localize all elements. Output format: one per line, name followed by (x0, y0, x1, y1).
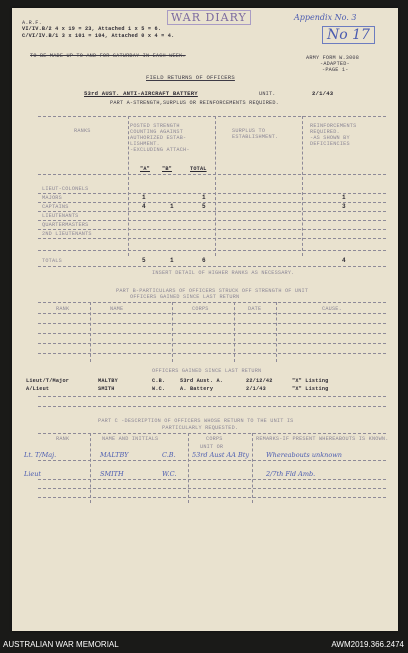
part-b-col-corps: CORPS (192, 306, 209, 312)
rank-label: MAJORS (42, 195, 62, 201)
gained-date: 22/12/42 (246, 378, 273, 384)
row-rule (38, 211, 386, 212)
handwritten-remarks: Whereabouts unknown (266, 451, 342, 459)
row-rule (38, 202, 386, 203)
part-c-col-rank: RANK (56, 436, 70, 442)
gained-cause: "X" Listing (292, 386, 329, 392)
adapted-note: -ADAPTED- (320, 61, 350, 67)
row-rule (38, 193, 386, 194)
table-a-divider (302, 116, 303, 256)
document-page (12, 8, 398, 631)
part-c-subheading: PARTICULARLY REQUESTED. (162, 425, 239, 431)
column-header-posted: POSTED STRENGTH COUNTING AGAINST AUTHORIZED ESTAB- LISHMENT. -EXCLUDING ATTACH- (130, 123, 190, 153)
army-form-number: ARMY FORM W.3008 (306, 55, 360, 61)
handwritten-unit: 53rd Aust AA Bty (192, 451, 250, 459)
diary-number: No 17 (322, 26, 375, 44)
value-reinf-captains: 1 (342, 194, 346, 201)
total-b: 1 (170, 257, 174, 264)
insert-detail-note: INSERT DETAIL OF HIGHER RANKS AS NECESSARY. (152, 270, 295, 276)
gained-cause: "X" Listing (292, 378, 329, 384)
gained-name: SMITH (98, 386, 115, 392)
value-a-captains: 1 (142, 194, 146, 201)
total-all: 6 (202, 257, 206, 264)
gained-unit: A. Battery (180, 386, 214, 392)
gained-date: 2/1/43 (246, 386, 266, 392)
sub-header-a: "A" (140, 166, 150, 172)
handwritten-remarks: 2/7th Fld Amb. (266, 470, 316, 478)
sub-header-total: TOTAL (190, 166, 207, 172)
part-b-col-cause: CAUSE. (322, 306, 342, 312)
part-b-divider (90, 302, 91, 362)
value-total-captains: 1 (202, 194, 206, 201)
rank-label: 2ND LIEUTENANTS (42, 231, 92, 237)
total-reinf: 4 (342, 257, 346, 264)
part-b-col-name: NAME (110, 306, 124, 312)
handwritten-corps: W.C. (162, 470, 177, 478)
unit-label: UNIT. (259, 91, 276, 97)
part-c-sub-unit: UNIT OR (200, 444, 224, 450)
rank-label: LIEUT-COLONELS (42, 186, 89, 192)
totals-label: TOTALS (42, 258, 62, 264)
totals-bottom-rule (38, 266, 386, 267)
rank-label: QUARTERMASTERS (42, 222, 89, 228)
gained-corps: W.C. (152, 386, 166, 392)
table-a-divider (215, 116, 216, 256)
handwritten-name: MALTBY (100, 451, 129, 459)
total-a: 5 (142, 257, 146, 264)
unit-name: 53rd AUST. ANTI-AIRCRAFT BATTERY (84, 90, 198, 97)
ref-line-3: C/VI/IV.B/1 3 x 101 = 104, Attached 0 x 4 = 4. (22, 33, 175, 39)
part-c-col-name: NAME AND INITIALS (102, 436, 159, 442)
part-b-divider (172, 302, 173, 362)
archive-reference: AWM2019.366.2474 (331, 640, 404, 649)
table-a-header-rule (38, 174, 386, 175)
value-b-lieutenants: 1 (170, 203, 174, 210)
gained-name: MALTBY (98, 378, 118, 384)
row-rule (38, 229, 386, 230)
part-b-col-rank: RANK (56, 306, 70, 312)
gained-rank: Lieut/T/Major (26, 378, 70, 384)
handwritten-rank: Lt. T/Maj. (24, 451, 57, 459)
gained-caption: OFFICERS GAINED SINCE LAST RETURN (152, 368, 262, 374)
part-c-heading: PART C -DESCRIPTION OF OFFICERS WHOSE RETURN TO THE UNIT IS (98, 418, 294, 424)
part-b-divider (234, 302, 235, 362)
appendix-note: Appendix No. 3 (294, 13, 357, 22)
gained-rule (38, 406, 386, 407)
part-a-heading: PART A-STRENGTH,SURPLUS OR REINFORCEMENTS REQUIRED. (110, 100, 279, 106)
page-number: -PAGE 1- (322, 67, 349, 73)
value-reinf-lieutenants: 3 (342, 203, 346, 210)
part-c-divider (90, 433, 91, 503)
form-title: FIELD RETURNS OF OFFICERS (146, 74, 235, 81)
totals-top-rule (38, 250, 386, 251)
made-up-note: TO BE MADE UP TO AND FOR SATURDAY IN EACH WEEK. (30, 53, 186, 59)
gained-rank: A/Lieut (26, 386, 50, 392)
part-c-col-corps: CORPS (206, 436, 223, 442)
war-diary-stamp: WAR DIARY (167, 10, 251, 25)
gained-unit: 53rd Aust. A. (180, 378, 224, 384)
column-header-reinforcements: REINFORCEMENTS REQUIRED. -AS SHOWN BY DEFICIENCIES (310, 123, 357, 147)
ref-line-2: VI/IV.B/2 4 x 19 = 23, Attached 1 x 5 = 6. (22, 26, 162, 32)
column-header-surplus: SURPLUS TO ESTABLISHMENT. (232, 128, 279, 140)
archive-footer (0, 637, 408, 653)
value-total-lieutenants: 5 (202, 203, 206, 210)
rank-label: LIEUTENANTS (42, 213, 79, 219)
gained-rule (38, 396, 386, 397)
gained-corps: C.B. (152, 378, 166, 384)
part-c-divider (252, 433, 253, 503)
table-a-divider (128, 116, 129, 256)
ref-line-1: A.R.F. (22, 20, 42, 26)
handwritten-rank: Lieut (24, 470, 42, 478)
part-c-divider (188, 433, 189, 503)
row-rule (38, 220, 386, 221)
archive-name: AUSTRALIAN WAR MEMORIAL (3, 640, 119, 649)
return-date: 2/1/43 (312, 90, 334, 97)
value-a-lieutenants: 4 (142, 203, 146, 210)
row-rule (38, 238, 386, 239)
part-b-subheading: OFFICERS GAINED SINCE LAST RETURN (130, 294, 240, 300)
part-b-divider (276, 302, 277, 362)
sub-header-b: "B" (162, 166, 172, 172)
part-b-col-date: DATE (248, 306, 262, 312)
table-a-top-rule (38, 116, 386, 117)
part-b-heading: PART B-PARTICULARS OF OFFICERS STRUCK OFF STRENGTH OF UNIT (116, 288, 309, 294)
rank-label: CAPTAINS (42, 204, 69, 210)
handwritten-name: SMITH (100, 470, 124, 478)
handwritten-corps: C.B. (162, 451, 176, 459)
column-header-ranks: RANKS (74, 128, 91, 134)
part-c-col-remarks: REMARKS-IF PRESENT WHEREABOUTS IS KNOWN. (256, 436, 389, 442)
